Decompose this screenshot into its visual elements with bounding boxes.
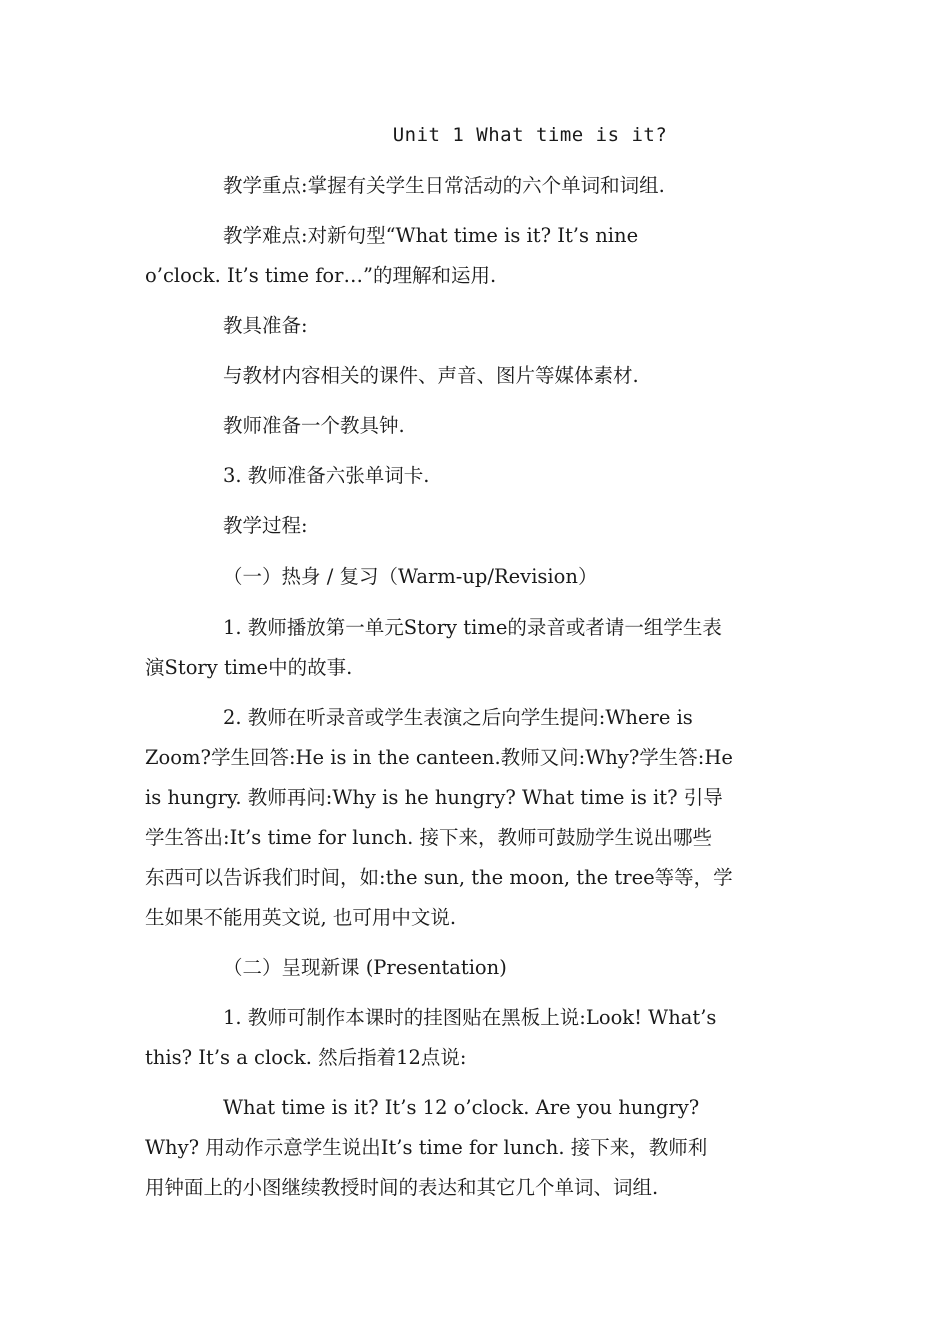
text-line: 东西可以告诉我们时间，如:the sun, the moon, the tree等等，学 xyxy=(145,866,733,889)
paragraph-prep-2 xyxy=(145,406,810,446)
paragraph-prep-title xyxy=(145,306,810,346)
section-heading-warmup xyxy=(145,557,810,597)
text-line: is hungry. 教师再问:Why is he hungry? What time is it? 引导 xyxy=(145,786,723,809)
text-line: 1. 教师播放第一单元Story time的录音或者请一组学生表 xyxy=(223,616,722,639)
text-line: 教学难点:对新句型“What time is it? It’s nine xyxy=(223,224,639,247)
text-line: o’clock. It’s time for…”的理解和运用. xyxy=(145,264,497,287)
text-line: 演Story time中的故事. xyxy=(145,656,353,679)
text-line: 学生答出:It’s time for lunch. 接下来，教师可鼓励学生说出哪些 xyxy=(145,826,713,849)
paragraph-prep-3 xyxy=(145,456,810,496)
text-line: 用钟面上的小图继续教授时间的表达和其它几个单词、词组. xyxy=(145,1176,659,1199)
paragraph-warmup-item-1 xyxy=(145,608,810,688)
text-line: this? It’s a clock. 然后指着12点说: xyxy=(145,1046,467,1069)
text-line: 与教材内容相关的课件、声音、图片等媒体素材. xyxy=(223,364,639,387)
text-line: 教学重点:掌握有关学生日常活动的六个单词和词组. xyxy=(223,174,665,197)
text-line: 教师准备一个教具钟. xyxy=(223,414,405,437)
text-line: 教学过程: xyxy=(223,514,308,537)
text-line: Why? 用动作示意学生说出It’s time for lunch. 接下来，教师利 xyxy=(145,1136,708,1159)
text-line: 2. 教师在听录音或学生表演之后向学生提问:Where is xyxy=(223,706,693,729)
text-line: 1. 教师可制作本课时的挂图贴在黑板上说:Look! What’s xyxy=(223,1006,717,1029)
text-line: What time is it? It’s 12 o’clock. Are you hungry? xyxy=(223,1096,700,1119)
text-line: Zoom?学生回答:He is in the canteen.教师又问:Why?学生答:He xyxy=(145,746,733,769)
paragraph-presentation-item-1 xyxy=(145,998,810,1078)
text-line: （二）呈现新课 (Presentation) xyxy=(223,956,507,979)
document-title: Unit 1 What time is it? xyxy=(392,124,668,146)
section-heading-presentation xyxy=(145,948,810,988)
paragraph-teaching-difficulty xyxy=(145,216,810,296)
text-line: 生如果不能用英文说, 也可用中文说. xyxy=(145,906,457,929)
paragraph-teaching-focus xyxy=(145,166,810,206)
text-line: 3. 教师准备六张单词卡. xyxy=(223,464,430,487)
text-line: 教具准备: xyxy=(223,314,308,337)
text-line: （一）热身 / 复习（Warm-up/Revision） xyxy=(223,565,598,588)
paragraph-warmup-item-2 xyxy=(145,698,810,938)
paragraph-presentation-item-2 xyxy=(145,1088,810,1208)
paragraph-prep-1 xyxy=(145,356,810,396)
paragraph-process-title xyxy=(145,506,810,546)
